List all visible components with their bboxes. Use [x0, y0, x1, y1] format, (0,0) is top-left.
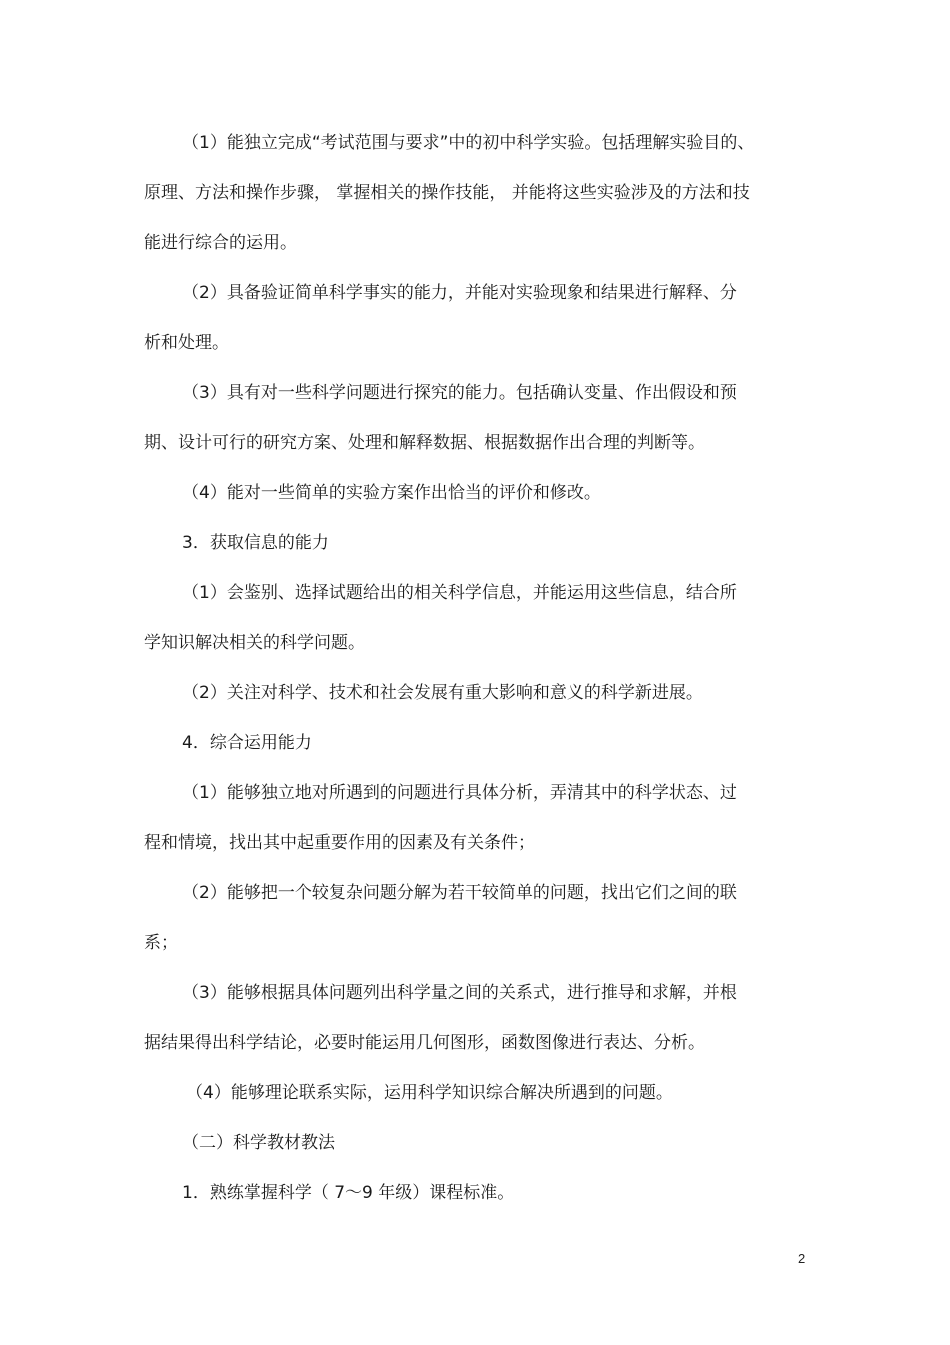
text-line: （2）能够把一个较复杂问题分解为若干较简单的问题，找出它们之间的联	[182, 883, 737, 903]
text-line: （2）关注对科学、技术和社会发展有重大影响和意义的科学新进展。	[182, 683, 703, 703]
text-line: （4）能对一些简单的实验方案作出恰当的评价和修改。	[182, 483, 601, 503]
text-line: （1）能独立完成“考试范围与要求”中的初中科学实验。包括理解实验目的、	[182, 133, 755, 153]
text-line: 程和情境，找出其中起重要作用的因素及有关条件；	[144, 833, 535, 853]
text-line: （3）能够根据具体问题列出科学量之间的关系式，进行推导和求解，并根	[182, 983, 737, 1003]
text-line: 析和处理。	[144, 333, 229, 353]
text-line: 能进行综合的运用。	[144, 233, 297, 253]
page-number: 2	[798, 1251, 806, 1266]
text-line: 期、设计可行的研究方案、处理和解释数据、根据数据作出合理的判断等。	[144, 433, 705, 453]
text-line: 据结果得出科学结论，必要时能运用几何图形，函数图像进行表达、分析。	[144, 1033, 705, 1053]
text-line: （4）能够理论联系实际，运用科学知识综合解决所遇到的问题。	[186, 1083, 673, 1103]
text-line: （1）会鉴别、选择试题给出的相关科学信息，并能运用这些信息，结合所	[182, 583, 737, 603]
text-line: （3）具有对一些科学问题进行探究的能力。包括确认变量、作出假设和预	[182, 383, 737, 403]
section-heading: （二）科学教材教法	[182, 1133, 335, 1153]
text-line: 原理、方法和操作步骤， 掌握相关的操作技能， 并能将这些实验涉及的方法和技	[144, 183, 750, 203]
text-line: （2）具备验证简单科学事实的能力，并能对实验现象和结果进行解释、分	[182, 283, 737, 303]
text-line: 1．熟练掌握科学（ 7～9 年级）课程标准。	[182, 1183, 515, 1203]
section-heading: 3．获取信息的能力	[182, 533, 329, 553]
text-line: 系；	[144, 933, 178, 953]
text-line: 学知识解决相关的科学问题。	[144, 633, 365, 653]
section-heading: 4．综合运用能力	[182, 733, 312, 753]
text-line: （1）能够独立地对所遇到的问题进行具体分析，弄清其中的科学状态、过	[182, 783, 737, 803]
